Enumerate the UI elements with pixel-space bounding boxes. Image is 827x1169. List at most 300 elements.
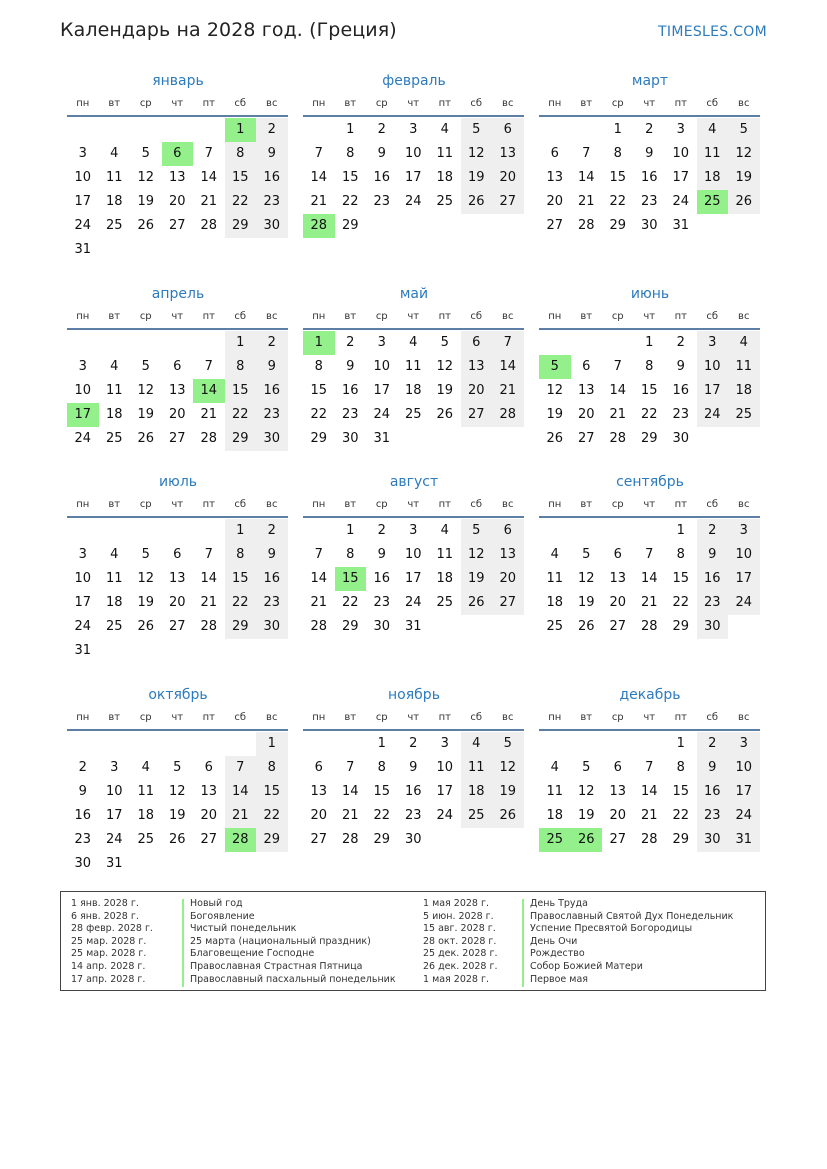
day-cell: 28 [609, 431, 627, 446]
day-cell: 6 [173, 359, 182, 374]
holiday-day-cell: 25 [697, 190, 729, 214]
day-cell: 26 [546, 431, 564, 446]
day-cell: 19 [546, 407, 564, 422]
day-cell: 5 [472, 523, 481, 538]
day-cell: 15 [672, 784, 690, 799]
legend-left-marker [182, 899, 184, 987]
day-cell: 21 [200, 407, 218, 422]
weekday-header: вт [580, 712, 593, 723]
brand-link[interactable]: TIMESLES.COM [658, 24, 767, 40]
day-cell: 19 [436, 383, 454, 398]
day-cell: 20 [609, 808, 627, 823]
day-cell: 12 [137, 383, 155, 398]
legend-right-marker [522, 899, 524, 987]
weekday-header: сб [706, 712, 719, 723]
day-cell: 18 [546, 808, 564, 823]
day-cell: 17 [672, 170, 690, 185]
weekday-header: чт [643, 712, 656, 723]
day-cell: 8 [645, 359, 654, 374]
day-cell: 24 [672, 194, 690, 209]
legend-holiday-name: Православная Страстная Пятница [190, 960, 363, 972]
weekday-header: чт [643, 98, 656, 109]
day-cell: 16 [703, 784, 721, 799]
day-cell: 10 [735, 760, 753, 775]
day-cell: 10 [404, 547, 422, 562]
day-cell: 4 [110, 359, 119, 374]
day-cell: 1 [377, 736, 386, 751]
legend-holiday-name: День Труда [530, 898, 588, 909]
day-cell: 30 [703, 619, 721, 634]
weekday-header: ср [139, 98, 152, 109]
day-cell: 14 [640, 784, 658, 799]
day-cell: 7 [645, 547, 654, 562]
day-cell: 24 [735, 595, 753, 610]
month-name: апрель [151, 286, 205, 302]
day-cell: 9 [377, 146, 386, 161]
day-cell: 2 [645, 122, 654, 137]
legend-left-names [190, 898, 396, 986]
day-cell: 25 [546, 619, 564, 634]
day-cell: 18 [105, 407, 123, 422]
day-cell: 20 [499, 571, 517, 586]
holiday-day-cell: 25 [539, 828, 571, 852]
day-cell: 24 [74, 431, 92, 446]
month-name: январь [152, 73, 204, 89]
day-cell: 17 [404, 571, 422, 586]
weekday-header: вт [344, 311, 357, 322]
day-cell: 1 [346, 122, 355, 137]
weekday-header: вс [502, 499, 514, 510]
header-rule [539, 328, 760, 330]
weekday-header: вс [266, 98, 278, 109]
header-rule [67, 328, 288, 330]
day-cell: 11 [436, 547, 454, 562]
day-cell: 16 [404, 784, 422, 799]
day-cell: 1 [676, 523, 685, 538]
weekday-header: пн [76, 499, 90, 510]
day-cell: 27 [609, 832, 627, 847]
day-cell: 7 [236, 760, 245, 775]
day-cell: 27 [168, 218, 186, 233]
weekday-header: чт [171, 311, 184, 322]
day-cell: 19 [499, 784, 517, 799]
day-cell: 18 [703, 170, 721, 185]
day-cell: 25 [735, 407, 753, 422]
weekday-header: пн [312, 98, 326, 109]
weekday-header: вт [580, 311, 593, 322]
day-cell: 31 [735, 832, 753, 847]
day-cell: 11 [703, 146, 721, 161]
weekday-header: ср [139, 712, 152, 723]
day-cell: 26 [499, 808, 517, 823]
day-cell: 16 [703, 571, 721, 586]
day-cell: 17 [735, 571, 753, 586]
weekday-header: сб [234, 499, 247, 510]
day-cell: 18 [546, 595, 564, 610]
day-cell: 14 [200, 170, 218, 185]
day-cell: 29 [310, 431, 328, 446]
header-rule [67, 115, 288, 117]
day-cell: 25 [436, 194, 454, 209]
day-cell: 26 [577, 619, 595, 634]
day-cell: 7 [314, 146, 323, 161]
header-rule [303, 115, 524, 117]
day-cell: 1 [346, 523, 355, 538]
day-cell: 25 [404, 407, 422, 422]
weekday-header: вс [738, 98, 750, 109]
day-cell: 17 [105, 808, 123, 823]
legend-date: 25 мар. 2028 г. [71, 948, 147, 960]
day-cell: 9 [645, 146, 654, 161]
weekday-header: пн [76, 311, 90, 322]
day-cell: 7 [582, 146, 591, 161]
legend-holiday-name: Чистый понедельник [190, 923, 297, 935]
weekday-header: вс [502, 311, 514, 322]
day-cell: 3 [676, 122, 685, 137]
day-cell: 5 [141, 547, 150, 562]
legend-holiday-name: Рождество [530, 948, 585, 960]
day-cell: 7 [204, 146, 213, 161]
weekday-header: чт [407, 311, 420, 322]
day-cell: 22 [640, 407, 658, 422]
day-cell: 15 [341, 170, 359, 185]
day-cell: 21 [609, 407, 627, 422]
day-cell: 28 [200, 619, 218, 634]
day-cell: 19 [467, 571, 485, 586]
day-cell: 4 [739, 335, 748, 350]
day-cell: 27 [546, 218, 564, 233]
day-cell: 17 [373, 383, 391, 398]
weekday-header: пт [674, 98, 687, 109]
day-cell: 10 [105, 784, 123, 799]
weekday-header: сб [470, 712, 483, 723]
day-cell: 3 [78, 146, 87, 161]
weekday-header: сб [470, 311, 483, 322]
day-cell: 29 [231, 218, 249, 233]
day-cell: 11 [467, 760, 485, 775]
day-cell: 28 [200, 218, 218, 233]
day-cell: 27 [499, 595, 517, 610]
day-cell: 18 [735, 383, 753, 398]
day-cell: 26 [467, 595, 485, 610]
day-cell: 3 [78, 547, 87, 562]
legend-left-dates [71, 898, 153, 986]
day-cell: 10 [74, 571, 92, 586]
day-cell: 21 [231, 808, 249, 823]
header-rule [539, 729, 760, 731]
day-cell: 23 [263, 595, 281, 610]
day-cell: 17 [735, 784, 753, 799]
month-name: июнь [630, 286, 670, 302]
weekday-header: чт [643, 499, 656, 510]
day-cell: 30 [263, 218, 281, 233]
weekday-header: чт [407, 98, 420, 109]
day-cell: 10 [672, 146, 690, 161]
weekday-header: пт [202, 98, 215, 109]
day-cell: 24 [74, 218, 92, 233]
day-cell: 18 [467, 784, 485, 799]
day-cell: 14 [341, 784, 359, 799]
day-cell: 2 [708, 523, 717, 538]
day-cell: 17 [74, 595, 92, 610]
day-cell: 19 [577, 808, 595, 823]
day-cell: 16 [640, 170, 658, 185]
day-cell: 9 [267, 359, 276, 374]
day-cell: 18 [105, 194, 123, 209]
day-cell: 27 [168, 431, 186, 446]
day-cell: 22 [609, 194, 627, 209]
weekday-header: пн [312, 499, 326, 510]
day-cell: 26 [735, 194, 753, 209]
day-cell: 23 [373, 194, 391, 209]
day-cell: 13 [200, 784, 218, 799]
month-name: ноябрь [388, 687, 440, 703]
day-cell: 23 [341, 407, 359, 422]
legend-date: 28 окт. 2028 г. [423, 935, 497, 947]
day-cell: 6 [613, 760, 622, 775]
day-cell: 6 [204, 760, 213, 775]
day-cell: 14 [499, 359, 517, 374]
weekday-header: сб [470, 499, 483, 510]
weekday-header: вт [580, 98, 593, 109]
day-cell: 28 [640, 832, 658, 847]
day-cell: 19 [168, 808, 186, 823]
legend-holiday-name: Новый год [190, 898, 243, 909]
day-cell: 23 [74, 832, 92, 847]
day-cell: 8 [236, 359, 245, 374]
weekday-header: пн [548, 712, 562, 723]
day-cell: 8 [267, 760, 276, 775]
day-cell: 12 [467, 547, 485, 562]
day-cell: 18 [137, 808, 155, 823]
day-cell: 23 [640, 194, 658, 209]
day-cell: 13 [609, 571, 627, 586]
day-cell: 13 [168, 571, 186, 586]
day-cell: 21 [577, 194, 595, 209]
day-cell: 10 [373, 359, 391, 374]
weekday-header: вт [344, 98, 357, 109]
day-cell: 23 [373, 595, 391, 610]
day-cell: 3 [110, 760, 119, 775]
day-cell: 17 [404, 170, 422, 185]
day-cell: 5 [739, 122, 748, 137]
day-cell: 9 [676, 359, 685, 374]
weekday-header: чт [171, 499, 184, 510]
legend-holiday-name: Православный Святой Дух Понедельник [530, 910, 734, 922]
legend-date: 5 июн. 2028 г. [423, 910, 494, 922]
day-cell: 26 [467, 194, 485, 209]
day-cell: 3 [440, 736, 449, 751]
day-cell: 5 [440, 335, 449, 350]
day-cell: 15 [263, 784, 281, 799]
day-cell: 2 [267, 335, 276, 350]
day-cell: 4 [409, 335, 418, 350]
weekday-header: чт [643, 311, 656, 322]
day-cell: 11 [105, 383, 123, 398]
day-cell: 5 [503, 736, 512, 751]
day-cell: 14 [231, 784, 249, 799]
month-name: август [389, 474, 439, 490]
weekday-header: вс [266, 712, 278, 723]
day-cell: 31 [373, 431, 391, 446]
day-cell: 15 [310, 383, 328, 398]
weekday-header: ср [611, 311, 624, 322]
holiday-legend [60, 891, 766, 991]
day-cell: 28 [200, 431, 218, 446]
day-cell: 4 [110, 547, 119, 562]
day-cell: 10 [436, 760, 454, 775]
day-cell: 28 [499, 407, 517, 422]
month-name: июль [158, 474, 198, 490]
day-cell: 27 [577, 431, 595, 446]
day-cell: 7 [503, 335, 512, 350]
day-cell: 4 [141, 760, 150, 775]
weekday-header: пн [76, 712, 90, 723]
day-cell: 5 [582, 547, 591, 562]
month-name: март [631, 73, 669, 89]
day-cell: 10 [404, 146, 422, 161]
day-cell: 10 [735, 547, 753, 562]
day-cell: 22 [231, 194, 249, 209]
day-cell: 30 [640, 218, 658, 233]
holiday-day-cell: 5 [539, 355, 571, 379]
day-cell: 19 [137, 407, 155, 422]
day-cell: 9 [267, 547, 276, 562]
legend-date: 1 янв. 2028 г. [71, 898, 139, 909]
day-cell: 29 [263, 832, 281, 847]
day-cell: 9 [377, 547, 386, 562]
day-cell: 10 [74, 383, 92, 398]
day-cell: 10 [74, 170, 92, 185]
day-cell: 20 [168, 407, 186, 422]
day-cell: 16 [263, 383, 281, 398]
day-cell: 5 [141, 146, 150, 161]
day-cell: 18 [404, 383, 422, 398]
weekday-header: сб [706, 499, 719, 510]
day-cell: 30 [373, 619, 391, 634]
weekday-header: сб [706, 311, 719, 322]
day-cell: 13 [168, 170, 186, 185]
day-cell: 15 [672, 571, 690, 586]
day-cell: 2 [708, 736, 717, 751]
day-cell: 23 [263, 194, 281, 209]
day-cell: 12 [499, 760, 517, 775]
day-cell: 26 [168, 832, 186, 847]
day-cell: 11 [105, 170, 123, 185]
day-cell: 30 [263, 431, 281, 446]
legend-right-dates [423, 898, 498, 986]
day-cell: 30 [703, 832, 721, 847]
weekday-header: пн [312, 311, 326, 322]
day-cell: 30 [404, 832, 422, 847]
weekday-header: вт [108, 311, 121, 322]
day-cell: 8 [314, 359, 323, 374]
day-cell: 3 [78, 359, 87, 374]
legend-holiday-name: Богоявление [190, 910, 255, 922]
page-title: Календарь на 2028 год. (Греция) [60, 19, 397, 41]
holiday-day-cell: 28 [303, 214, 335, 238]
day-cell: 20 [577, 407, 595, 422]
day-cell: 27 [499, 194, 517, 209]
day-cell: 21 [341, 808, 359, 823]
weekday-header: вт [108, 712, 121, 723]
legend-holiday-name: Православный пасхальный понедельник [190, 973, 396, 985]
legend-holiday-name: Собор Божией Матери [530, 960, 643, 972]
weekday-header: сб [470, 98, 483, 109]
holiday-day-cell: 1 [303, 331, 335, 355]
month-name: сентябрь [616, 474, 684, 490]
day-cell: 19 [735, 170, 753, 185]
day-cell: 11 [546, 784, 564, 799]
weekday-header: пн [548, 98, 562, 109]
day-cell: 24 [436, 808, 454, 823]
day-cell: 13 [499, 146, 517, 161]
day-cell: 6 [550, 146, 559, 161]
weekday-header: пт [674, 311, 687, 322]
day-cell: 29 [640, 431, 658, 446]
day-cell: 22 [231, 595, 249, 610]
day-cell: 17 [74, 194, 92, 209]
weekday-header: вс [266, 499, 278, 510]
day-cell: 13 [168, 383, 186, 398]
weekday-header: вт [344, 712, 357, 723]
legend-date: 6 янв. 2028 г. [71, 910, 139, 922]
day-cell: 16 [74, 808, 92, 823]
weekday-header: пт [438, 311, 451, 322]
weekday-header: пт [202, 712, 215, 723]
day-cell: 6 [613, 547, 622, 562]
day-cell: 20 [609, 595, 627, 610]
day-cell: 2 [267, 122, 276, 137]
weekday-header: вс [502, 712, 514, 723]
day-cell: 13 [499, 547, 517, 562]
day-cell: 29 [341, 218, 359, 233]
day-cell: 22 [672, 808, 690, 823]
day-cell: 29 [672, 619, 690, 634]
weekday-header: вт [108, 98, 121, 109]
weekday-header: вс [266, 311, 278, 322]
day-cell: 4 [708, 122, 717, 137]
day-cell: 20 [168, 595, 186, 610]
day-cell: 20 [168, 194, 186, 209]
day-cell: 15 [373, 784, 391, 799]
legend-right-names [530, 898, 733, 986]
header-rule [67, 516, 288, 518]
day-cell: 23 [263, 407, 281, 422]
weekday-header: пн [548, 499, 562, 510]
weekday-header: чт [171, 98, 184, 109]
day-cell: 22 [373, 808, 391, 823]
day-cell: 18 [436, 170, 454, 185]
day-cell: 3 [377, 335, 386, 350]
day-cell: 15 [231, 571, 249, 586]
day-cell: 31 [404, 619, 422, 634]
day-cell: 6 [173, 547, 182, 562]
legend-holiday-name: День Очи [530, 935, 578, 947]
day-cell: 22 [310, 407, 328, 422]
day-cell: 19 [577, 595, 595, 610]
day-cell: 27 [609, 619, 627, 634]
legend-date: 17 апр. 2028 г. [71, 973, 146, 985]
day-cell: 11 [546, 571, 564, 586]
day-cell: 14 [640, 571, 658, 586]
day-cell: 16 [341, 383, 359, 398]
weekday-header: ср [139, 311, 152, 322]
weekday-header: чт [407, 499, 420, 510]
legend-holiday-name: Успение Пресвятой Богородицы [530, 923, 693, 935]
day-cell: 4 [550, 760, 559, 775]
day-cell: 24 [105, 832, 123, 847]
